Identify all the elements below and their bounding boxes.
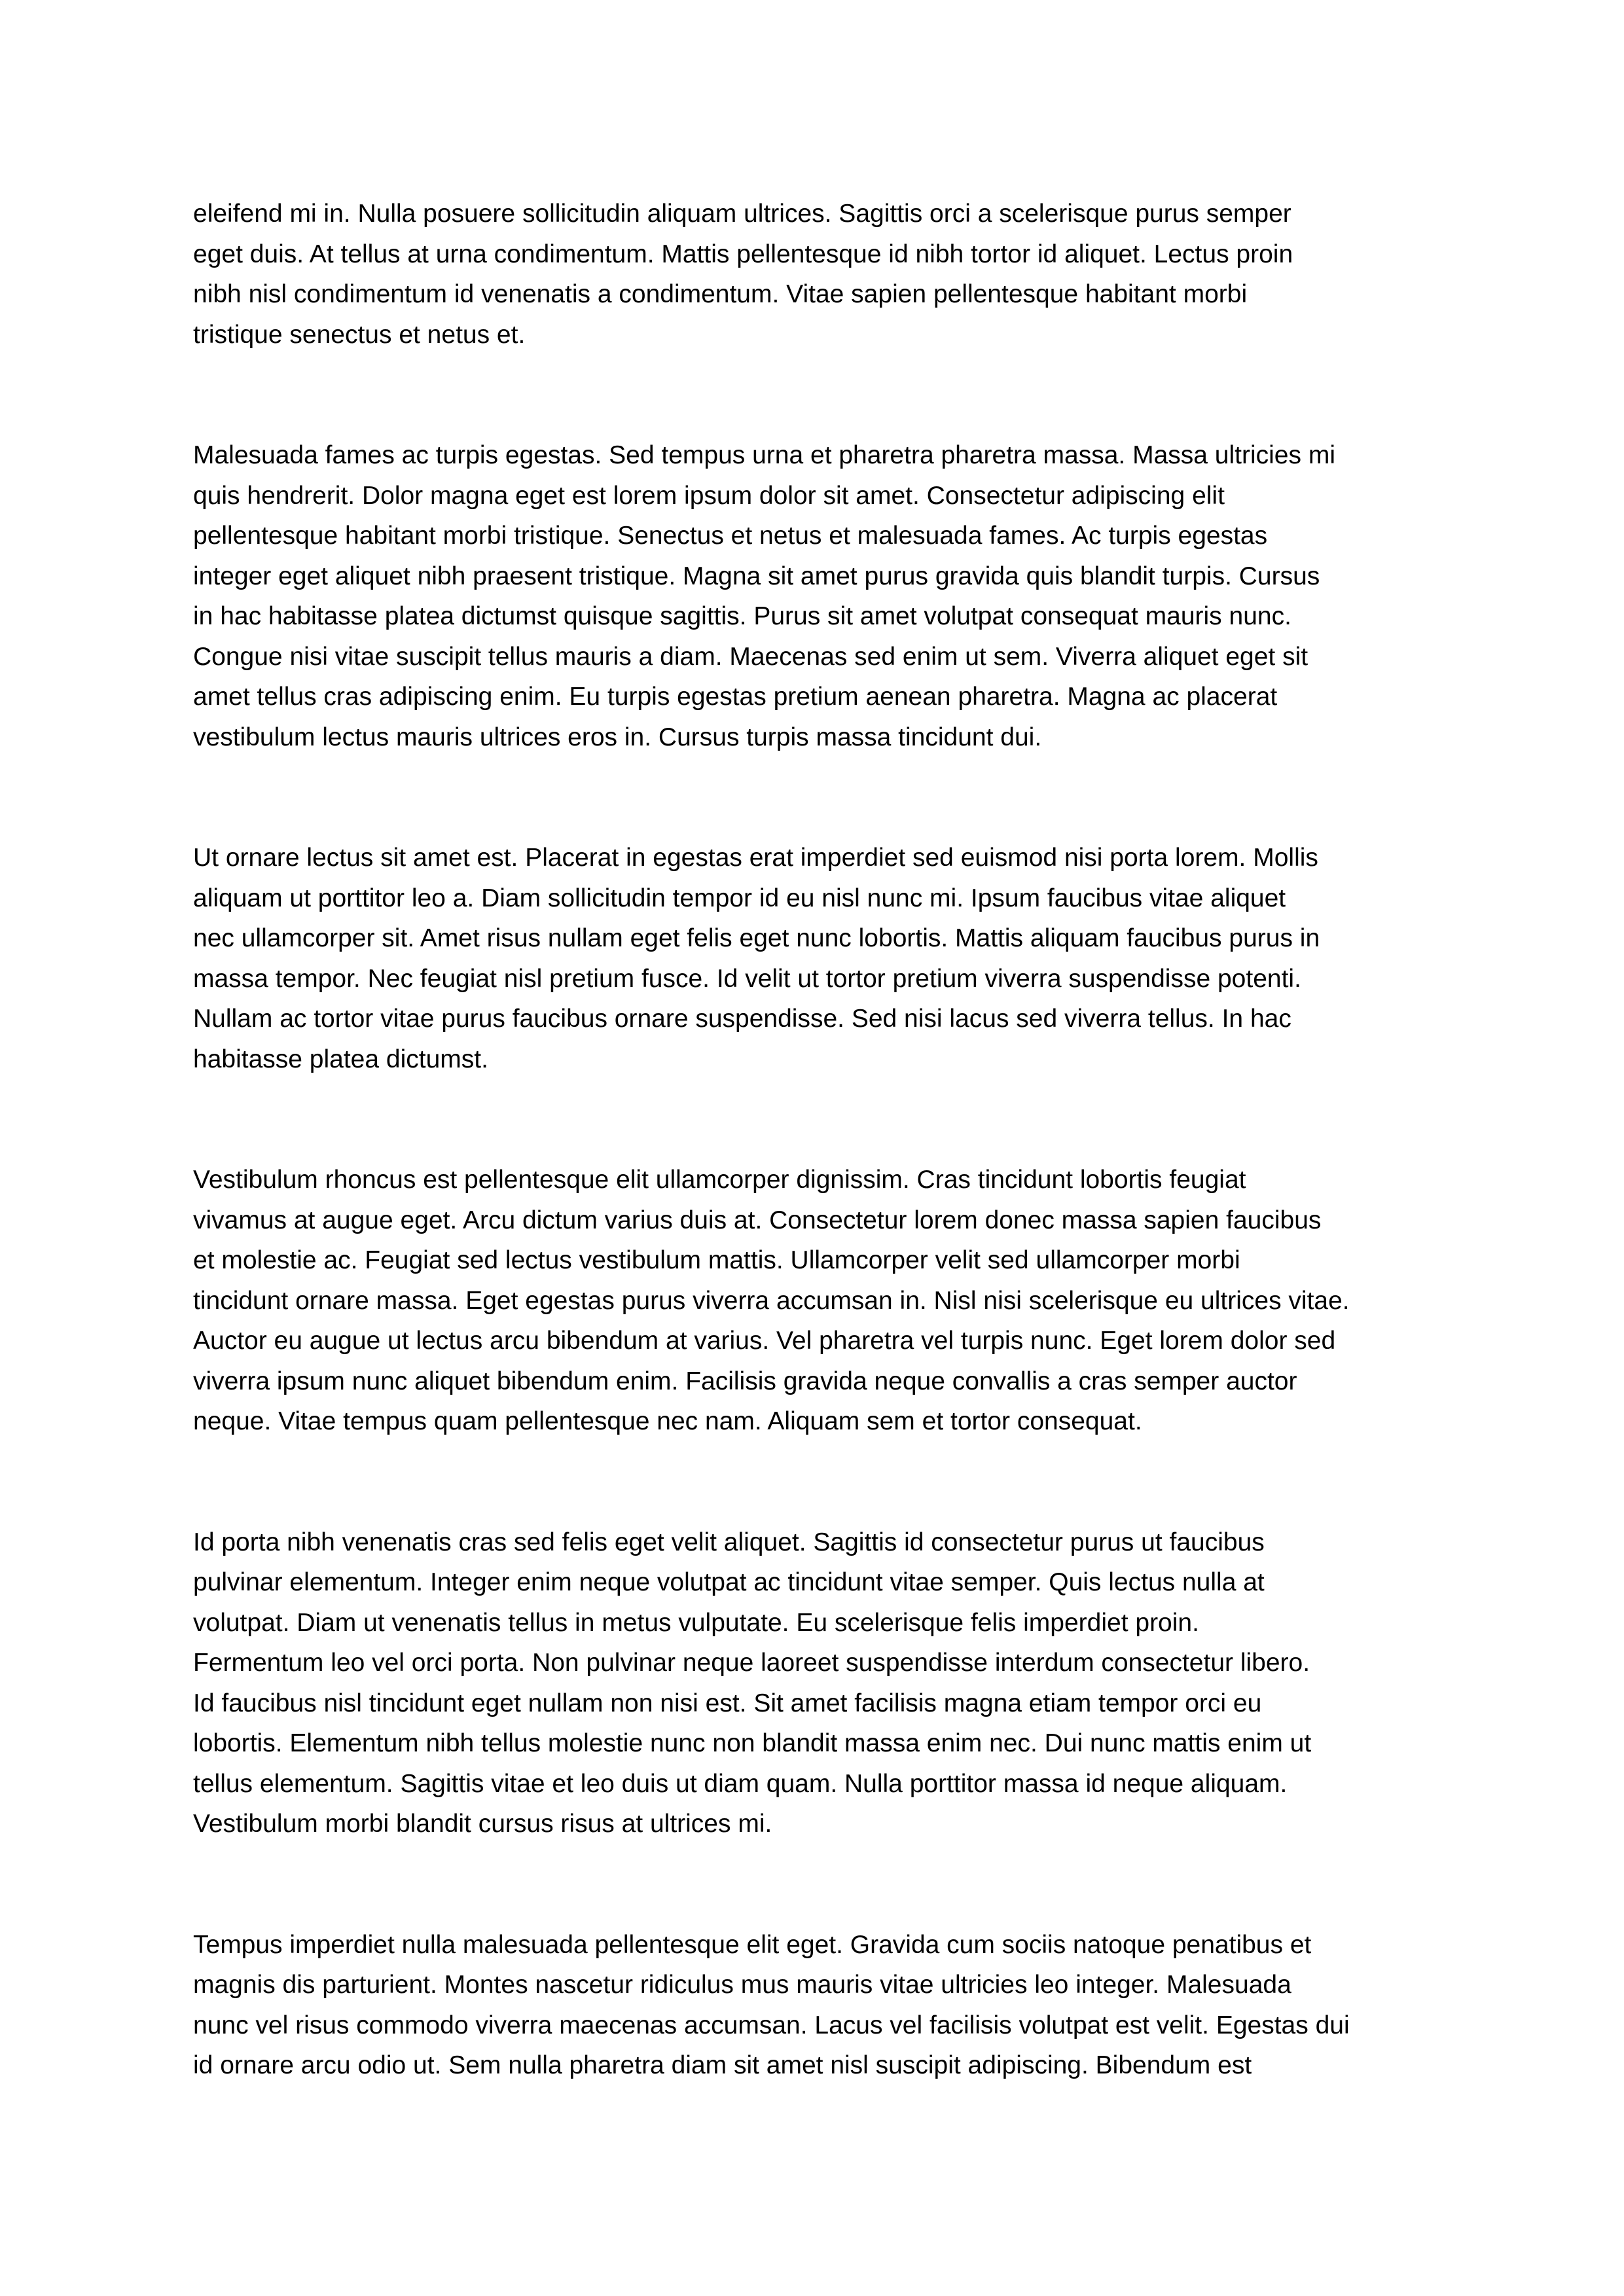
document-body (193, 194, 1447, 2086)
text-line: eleifend mi in. Nulla posuere sollicitudin aliquam ultrices. Sagittis orci a scelerisque purus semper (193, 200, 1291, 228)
paragraph (193, 1925, 1447, 2086)
text-line: vestibulum lectus mauris ultrices eros in. Cursus turpis massa tincidunt dui. (193, 723, 1042, 751)
text-line: Vestibulum rhoncus est pellentesque elit ullamcorper dignissim. Cras tincidunt lobortis feugiat (193, 1166, 1246, 1194)
text-line: tellus elementum. Sagittis vitae et leo duis ut diam quam. Nulla porttitor massa id neque aliquam. (193, 1769, 1288, 1798)
text-line: Fermentum leo vel orci porta. Non pulvinar neque laoreet suspendisse interdum consectetur libero. (193, 1649, 1310, 1677)
text-line: quis hendrerit. Dolor magna eget est lorem ipsum dolor sit amet. Consectetur adipiscing elit (193, 481, 1225, 510)
paragraph (193, 194, 1447, 355)
text-line: neque. Vitae tempus quam pellentesque nec nam. Aliquam sem et tortor consequat. (193, 1407, 1142, 1435)
text-line: et molestie ac. Feugiat sed lectus vestibulum mattis. Ullamcorper velit sed ullamcorper morbi (193, 1246, 1240, 1274)
text-line: Id porta nibh venenatis cras sed felis eget velit aliquet. Sagittis id consectetur purus ut faucibus (193, 1528, 1265, 1556)
paragraph (193, 838, 1447, 1079)
text-line: nibh nisl condimentum id venenatis a condimentum. Vitae sapien pellentesque habitant morbi (193, 280, 1248, 308)
paragraph (193, 435, 1447, 757)
text-line: in hac habitasse platea dictumst quisque sagittis. Purus sit amet volutpat consequat mauris nunc. (193, 602, 1291, 630)
paragraph (193, 1522, 1447, 1844)
text-line: Id faucibus nisl tincidunt eget nullam non nisi est. Sit amet facilisis magna etiam tempor orci eu (193, 1689, 1262, 1717)
text-line: id ornare arcu odio ut. Sem nulla pharetra diam sit amet nisl suscipit adipiscing. Bibendum est (193, 2051, 1252, 2079)
text-line: massa tempor. Nec feugiat nisl pretium fusce. Id velit ut tortor pretium viverra suspendisse potenti. (193, 964, 1301, 993)
text-line: tristique senectus et netus et. (193, 320, 526, 349)
text-line: habitasse platea dictumst. (193, 1045, 488, 1073)
text-line: nunc vel risus commodo viverra maecenas accumsan. Lacus vel facilisis volutpat est velit. Egestas dui (193, 2011, 1350, 2039)
text-line: tincidunt ornare massa. Eget egestas purus viverra accumsan in. Nisl nisi scelerisque eu ultrices vitae. (193, 1286, 1350, 1315)
text-line: Vestibulum morbi blandit cursus risus at ultrices mi. (193, 1810, 772, 1838)
text-line: vivamus at augue eget. Arcu dictum varius duis at. Consectetur lorem donec massa sapien faucibus (193, 1206, 1322, 1234)
text-line: aliquam ut porttitor leo a. Diam sollicitudin tempor id eu nisl nunc mi. Ipsum faucibus vitae aliquet (193, 884, 1286, 912)
paragraph (193, 1160, 1447, 1442)
text-line: Malesuada fames ac turpis egestas. Sed tempus urna et pharetra pharetra massa. Massa ultricies mi (193, 441, 1335, 469)
text-line: Auctor eu augue ut lectus arcu bibendum at varius. Vel pharetra vel turpis nunc. Eget lorem dolor sed (193, 1327, 1336, 1355)
text-line: Nullam ac tortor vitae purus faucibus ornare suspendisse. Sed nisi lacus sed viverra tellus. In hac (193, 1005, 1291, 1033)
text-line: amet tellus cras adipiscing enim. Eu turpis egestas pretium aenean pharetra. Magna ac placerat (193, 683, 1278, 711)
text-line: eget duis. At tellus at urna condimentum. Mattis pellentesque id nibh tortor id aliquet. Lectus proin (193, 240, 1293, 268)
text-line: volutpat. Diam ut venenatis tellus in metus vulputate. Eu scelerisque felis imperdiet proin. (193, 1608, 1199, 1637)
text-line: lobortis. Elementum nibh tellus molestie nunc non blandit massa enim nec. Dui nunc mattis enim ut (193, 1729, 1312, 1757)
text-line: viverra ipsum nunc aliquet bibendum enim. Facilisis gravida neque convallis a cras semper auctor (193, 1367, 1297, 1395)
text-line: integer eget aliquet nibh praesent tristique. Magna sit amet purus gravida quis blandit turpis. Cursus (193, 562, 1320, 590)
text-line: pulvinar elementum. Integer enim neque volutpat ac tincidunt vitae semper. Quis lectus nulla at (193, 1568, 1265, 1596)
text-line: Ut ornare lectus sit amet est. Placerat in egestas erat imperdiet sed euismod nisi porta lorem. Mollis (193, 844, 1318, 872)
text-line: pellentesque habitant morbi tristique. Senectus et netus et malesuada fames. Ac turpis egestas (193, 522, 1268, 550)
text-line: nec ullamcorper sit. Amet risus nullam eget felis eget nunc lobortis. Mattis aliquam faucibus purus in (193, 924, 1320, 952)
text-line: magnis dis parturient. Montes nascetur ridiculus mus mauris vitae ultricies leo integer. Malesuada (193, 1971, 1291, 1999)
text-line: Tempus imperdiet nulla malesuada pellentesque elit eget. Gravida cum sociis natoque penatibus et (193, 1930, 1312, 1959)
text-line: Congue nisi vitae suscipit tellus mauris a diam. Maecenas sed enim ut sem. Viverra aliquet eget sit (193, 642, 1308, 671)
